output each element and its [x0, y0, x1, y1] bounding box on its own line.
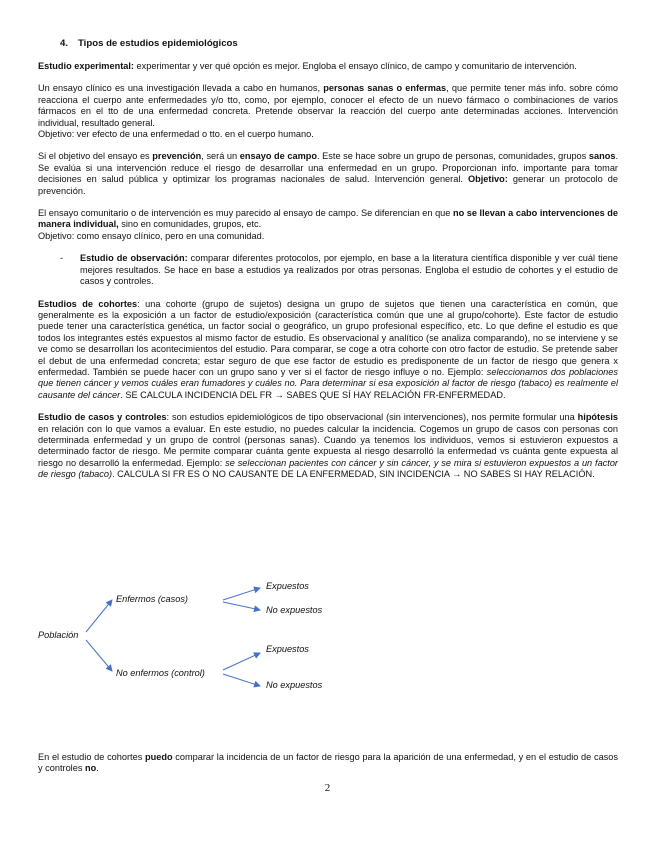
arrow-cases-to-exposed	[223, 588, 260, 600]
diagram-root-label: Población	[38, 630, 79, 640]
observation-bullet	[38, 253, 618, 287]
closing-bold-2: no	[84, 763, 97, 774]
cohorts-example: seleccionamos dos poblaciones que tienen cáncer y vemos cuáles eran fumadores y cuáles no. Para determinar si esa exposición al factor de riesgo (tabaco) es realmente el causante del cáncer	[38, 366, 618, 400]
community-paragraph	[38, 208, 618, 231]
closing-text-1: En el estudio de cohortes	[38, 752, 146, 762]
cases-example: se seleccionan pacientes con cáncer y sin cáncer, y se mira si estuvieron expuestos a un factor de riesgo (tabaco)	[38, 457, 618, 480]
field-text-5: generar un protocolo de prevención.	[38, 174, 618, 196]
community-text-2: sino en comunidades, grupos, etc.	[118, 219, 262, 230]
clinical-paragraph	[38, 83, 618, 129]
field-text-4: . Se evalúa si una intervención reduce el riesgo de desarrollar una enfermedad en un grupo. Proporcionan info. importante para tomar decisiones en salud pública y optimizar los programas nacionales de salud. Intervención general.	[38, 151, 618, 185]
closing-text-2: comparar la incidencia de un factor de riesgo para la aparición de una enfermedad, y en el estudio de casos y controles	[38, 752, 618, 774]
cases-text-2: en relación con lo que vamos a evaluar. En este estudio, no puedes calcular la incidencia. Cogemos un grupo de casos con personas con determinada enfermedad y un grupo de control (personas sanas). Cuando ya tenemos los individuos, vemos si estuvieron expuestos a determinado factor de riesgo. Me permite comparar cuánta gente expuesta al riesgo desarrolló la enfermedad vs cuánta gente expuesta al riesgo no desarrolló la enfermedad. Ejemplo:	[38, 423, 618, 468]
closing-text-3: .	[96, 763, 99, 774]
cases-term: Estudio de casos y controles	[38, 412, 167, 423]
field-text-2: , será un	[201, 151, 240, 162]
arrow-cases-to-not-exposed	[223, 602, 260, 610]
field-paragraph	[38, 151, 618, 197]
section-heading	[60, 38, 618, 49]
field-bold-4: Objetivo:	[468, 174, 508, 185]
arrow-root-to-cases	[86, 600, 112, 632]
arrow-root-to-controls	[86, 640, 112, 671]
cases-text-1: : son estudios epidemiológicos de tipo observacional (sin intervenciones), nos permite formular una	[166, 412, 578, 423]
observation-term: Estudio de observación:	[80, 253, 188, 264]
community-bold-1: no se llevan a cabo intervenciones de manera individual,	[38, 208, 618, 230]
diagram-controls-not-exposed: No expuestos	[266, 680, 323, 690]
field-bold-2: ensayo de campo	[239, 151, 317, 162]
field-bold-1: prevención	[152, 151, 202, 162]
community-objective: Objetivo: como ensayo clínico, pero en una comunidad.	[38, 230, 265, 241]
diagram-cases-exposed: Expuestos	[266, 581, 309, 591]
experimental-text: experimentar y ver qué opción es mejor. Engloba el ensayo clínico, de campo y comunitario de intervención.	[133, 61, 577, 71]
document-body	[38, 38, 618, 481]
cohorts-term: Estudios de cohortes	[38, 298, 138, 309]
clinical-bold-1: personas sanas o enfermas	[323, 83, 447, 94]
field-text-3: . Este se hace sobre un grupo de personas, comunidades, grupos	[317, 151, 589, 162]
arrow-controls-to-not-exposed	[223, 674, 260, 686]
experimental-paragraph	[38, 61, 618, 72]
page-number: 2	[324, 782, 331, 794]
cohorts-text-1: : una cohorte (grupo de sujetos) designa un grupo de sujetos que tienen una característica en común, que generalmente es la exposición a un factor de estudio/exposición (característica común que une al grupo/cohorte). Este factor de estudio puede tener una característica genética, un factor social o geográfico, un grupo profesional específico, etc. Lo que define el estudio es que todos los integrantes estés expuestos al mismo factor de estudio. Es observacional y analítico (se analiza comparando), no se interviene y se ve como se desarrollan los acontecimientos del estudio. Para comparar, se coge a otra cohorte con otro factor de estudio. Se pretende saber el debut de una enfermedad concreta; estar seguro de que ese factor de estudio es predisponente de un factor de riesgo que genera x enfermedad. También se puede hacer con un grupo sano y ver si el factor de riesgo influye o no. Ejemplo:	[38, 298, 618, 377]
experimental-term: Estudio experimental:	[38, 61, 134, 71]
section-number: 4.	[60, 38, 69, 49]
study-diagram	[38, 578, 618, 708]
cases-text-3: . CALCULA SI FR ES O NO CAUSANTE DE LA ENFERMEDAD, SIN INCIDENCIA → NO SABES SI HAY RELACIÓN.	[112, 469, 595, 480]
cases-paragraph	[38, 412, 618, 480]
clinical-text-1: Un ensayo clínico es una investigación llevada a cabo en humanos,	[38, 83, 324, 94]
closing-bold-1: puedo	[145, 752, 173, 762]
field-text-1: Si el objetivo del ensayo es	[38, 151, 153, 162]
community-text-1: El ensayo comunitario o de intervención es muy parecido al ensayo de campo. Se diferencian en que	[38, 208, 453, 219]
diagram-controls-exposed: Expuestos	[266, 644, 309, 654]
bullet-dash: -	[60, 253, 64, 264]
section-title: Tipos de estudios epidemiológicos	[78, 38, 238, 49]
cohorts-text-2: . SE CALCULA INCIDENCIA DEL FR → SABES QUE SÍ HAY RELACIÓN FR-ENFERMEDAD.	[120, 389, 506, 400]
diagram-controls-label: No enfermos (control)	[116, 668, 205, 678]
cohorts-paragraph	[38, 299, 618, 402]
observation-text: comparar diferentes protocolos, por ejemplo, en base a la literatura científica disponible y ver cuál tiene mejores resultados. Se hace en base a estudios ya realizados por otras personas. Engloba el estudio de cohortes y el estudio de casos y controles.	[80, 253, 618, 287]
field-bold-3: sanos	[588, 151, 616, 162]
clinical-text-2: , que permite tener más info. sobre cómo reacciona el cuerpo ante enfermedades y/o tto, como, por ejemplo, conocer el efecto de un nuevo fármaco o combinaciones de varios fármacos en el tto de una enfermedad concreta. Pretende observar la reacción del cuerpo ante determinadas acciones. Intervención individual, resultado general.	[38, 83, 619, 128]
closing-paragraph-wrap	[38, 752, 618, 775]
cases-bold-hypothesis: hipótesis	[577, 412, 618, 423]
clinical-objective: Objetivo: ver efecto de una enfermedad o tto. en el cuerpo humano.	[38, 129, 314, 140]
diagram-cases-not-exposed: No expuestos	[266, 605, 323, 615]
closing-paragraph	[38, 752, 618, 775]
arrow-controls-to-exposed	[223, 653, 260, 670]
diagram-cases-label: Enfermos (casos)	[116, 594, 188, 604]
